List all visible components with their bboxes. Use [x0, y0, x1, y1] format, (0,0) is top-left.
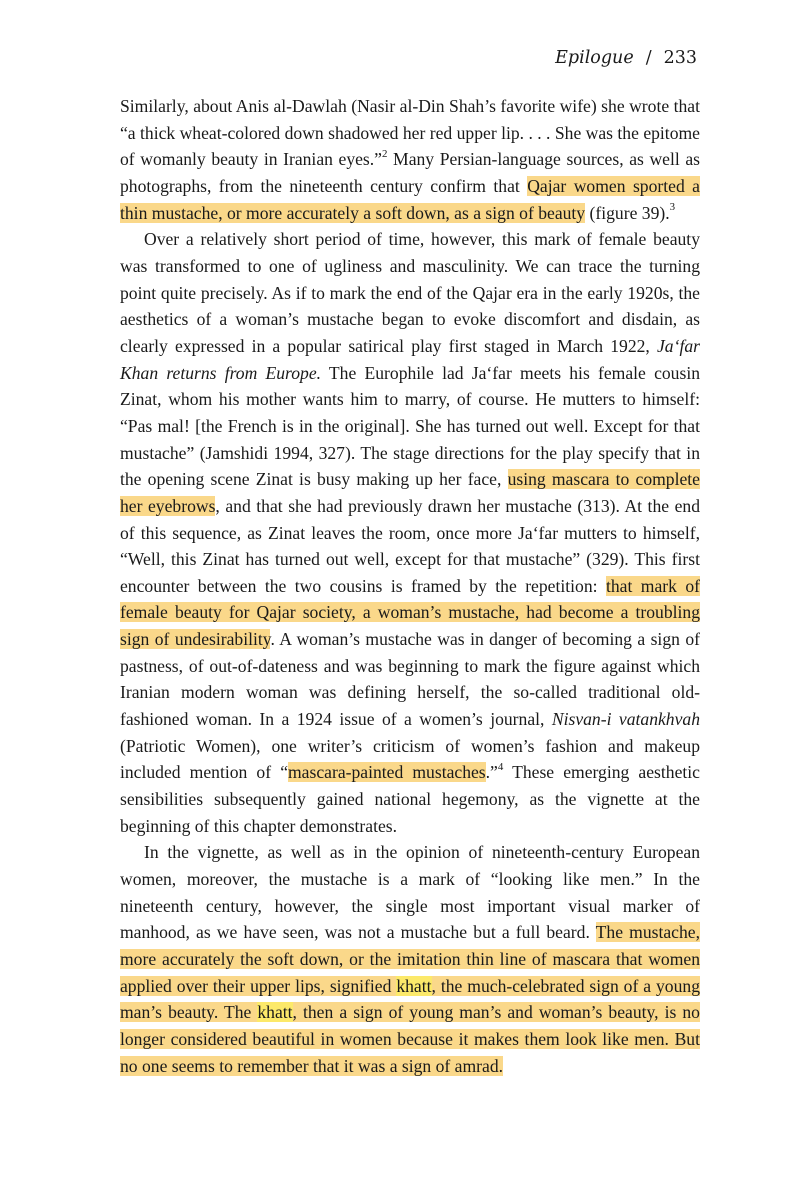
text-run: These emerging aesthetic sensibilities subsequently gained national hegemony, as the vignette at the beginning of this chapter demonstrates.: [120, 762, 700, 836]
text-run: In the vignette, as well as in the opinion of nineteenth-century European women, moreover, the mustache is a mark of “looking like men.” In the nineteenth century, however, the single most important visual marker of manhood, as we have seen, was not a mustache but a full beard.: [120, 842, 700, 943]
journal-title: Nisvan-i vatankhvah: [551, 709, 700, 730]
body-text: [120, 93, 700, 1079]
text-run: The Europhile lad Ja‘far meets his female cousin Zinat, whom his mother wants him to marry, of course. He mutters to himself: “Pas mal! [the French is in the original]. She has turned out well. Except for that mustache” (Jamshidi 1994, 327). The stage directions for the play specify that in the opening scene Zinat is busy making up her face,: [120, 362, 701, 490]
footnote-ref-3: 3: [669, 201, 676, 214]
text-run: (figure 39).: [585, 202, 670, 223]
text-run: , and that she had previously drawn her mustache (313). At the end of this sequence, as Zinat leaves the room, once more Ja‘far mutters to himself, “Well, this Zinat has turned out well, except for that mustache” (329). This first encounter between the two cousins is framed by the repetition:: [120, 495, 700, 596]
highlighted-keyword: khatt: [257, 1002, 293, 1023]
header-separator: /: [645, 48, 652, 68]
paragraph-1: [120, 93, 700, 226]
footnote-ref-4: 4: [497, 760, 504, 773]
text-run: (Patriotic Women), one writer’s criticism of women’s fashion and makeup included mention of “: [120, 735, 700, 783]
paragraph-3: [120, 839, 700, 1079]
text-run: Over a relatively short period of time, however, this mark of female beauty was transformed to one of ugliness and masculinity. We can trace the turning point quite precisely. As if to mark the end of the Qajar era in the early 1920s, the aesthetics of a woman’s mustache began to evoke discomfort and disdain, as clearly expressed in a popular satirical play first staged in March 1922,: [120, 229, 700, 356]
highlighted-passage: that mark of female beauty for Qajar society, a woman’s mustache, had become a troubling sign of undesirability: [120, 575, 701, 650]
text-run: Similarly, about Anis al-Dawlah (Nasir al-Din Shah’s favorite wife) she wrote that “a thick wheat-colored down shadowed her red upper lip. . . . She was the epitome of womanly beauty in Iranian eyes.”: [120, 96, 700, 170]
paragraph-2: [120, 226, 700, 839]
highlighted-passage: using mascara to complete her eyebrows: [120, 469, 700, 516]
text-run: Many Persian-language sources, as well as photographs, from the nineteenth century confirm that: [120, 149, 701, 196]
highlighted-passage: , the much-celebrated sign of a young man’s beauty. The: [120, 975, 700, 1023]
highlighted-passage: mascara-painted mustaches: [288, 762, 486, 783]
page-number: 233: [663, 48, 697, 68]
text-run: .”: [485, 762, 498, 783]
footnote-ref-2: 2: [382, 147, 388, 160]
highlighted-passage: , then a sign of young man’s and woman’s beauty, is no longer considered beautiful in women because it makes them look like men. But no one seems to remember that it was a sign of amrad.: [120, 1002, 700, 1076]
highlighted-keyword: khatt: [396, 975, 432, 996]
highlighted-passage: Qajar women sported a thin mustache, or more accurately a soft down, as a sign of beauty: [120, 175, 700, 223]
text-run: . A woman’s mustache was in danger of becoming a sign of pastness, of out-of-dateness and was beginning to mark the figure against which Iranian modern woman was defining herself, the so-called traditional old-fashioned woman. In a 1924 issue of a women’s journal,: [120, 629, 700, 730]
running-header: [555, 48, 697, 68]
chapter-title: Epilogue: [555, 48, 634, 68]
play-title: Ja‘far Khan returns from Europe.: [120, 335, 700, 383]
highlighted-passage: The mustache, more accurately the soft down, or the imitation thin line of mascara that women applied over their upper lips, signified: [120, 922, 700, 996]
